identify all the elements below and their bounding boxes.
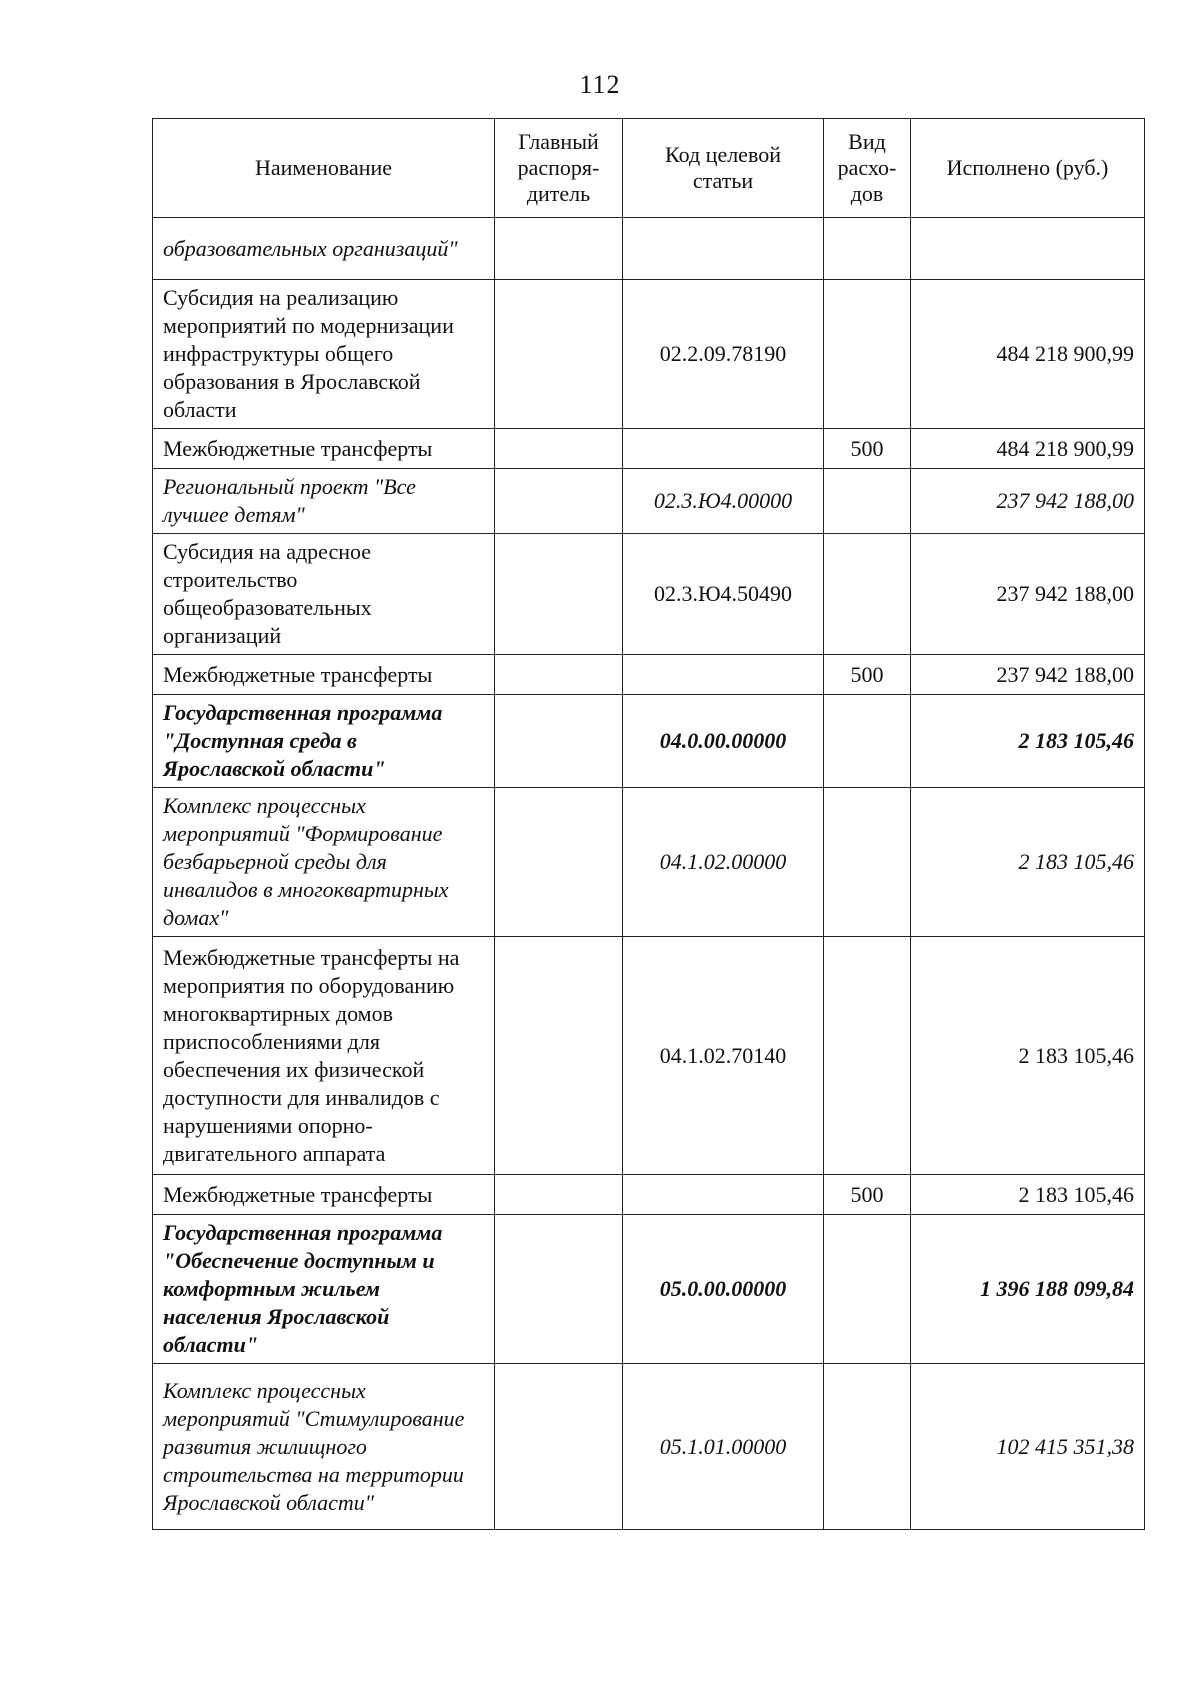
- table-row: [153, 469, 1145, 534]
- cell-target-code: [623, 1175, 824, 1215]
- cell-name: Субсидия на реализацию мероприятий по модернизации инфраструктуры общего образования в Ярославской области: [153, 280, 495, 429]
- cell-name: Комплекс процессных мероприятий "Формирование безбарьерной среды для инвалидов в многоквартирных домах": [153, 788, 495, 937]
- cell-target-code: 04.1.02.00000: [623, 788, 824, 937]
- cell-name: образовательных организаций": [153, 218, 495, 280]
- cell-expense-type: [824, 937, 911, 1175]
- cell-name: Государственная программа "Доступная среда в Ярославской области": [153, 695, 495, 788]
- cell-executed-amount: 2 183 105,46: [911, 1175, 1145, 1215]
- cell-executed-amount: 1 396 188 099,84: [911, 1215, 1145, 1364]
- cell-chief-manager: [495, 534, 623, 655]
- cell-expense-type: 500: [824, 1175, 911, 1215]
- cell-executed-amount: 237 942 188,00: [911, 534, 1145, 655]
- cell-name: Комплекс процессных мероприятий "Стимулирование развития жилищного строительства на территории Ярославской области": [153, 1364, 495, 1530]
- cell-chief-manager: [495, 695, 623, 788]
- cell-executed-amount: 237 942 188,00: [911, 469, 1145, 534]
- table-row: [153, 218, 1145, 280]
- cell-executed-amount: 102 415 351,38: [911, 1364, 1145, 1530]
- cell-executed-amount: [911, 218, 1145, 280]
- cell-chief-manager: [495, 1215, 623, 1364]
- cell-name: Межбюджетные трансферты: [153, 655, 495, 695]
- cell-chief-manager: [495, 429, 623, 469]
- header-executed-amount: Исполнено (руб.): [911, 119, 1145, 218]
- table-body: [153, 218, 1145, 1530]
- cell-executed-amount: 2 183 105,46: [911, 695, 1145, 788]
- cell-expense-type: [824, 280, 911, 429]
- cell-expense-type: [824, 218, 911, 280]
- cell-expense-type: 500: [824, 655, 911, 695]
- cell-name: Межбюджетные трансферты на мероприятия по оборудованию многоквартирных домов приспособлениями для обеспечения их физической доступности для инвалидов с нарушениями опорно-двигательного аппарата: [153, 937, 495, 1175]
- cell-target-code: 05.1.01.00000: [623, 1364, 824, 1530]
- cell-chief-manager: [495, 655, 623, 695]
- cell-target-code: [623, 218, 824, 280]
- cell-target-code: 05.0.00.00000: [623, 1215, 824, 1364]
- cell-target-code: 02.3.Ю4.00000: [623, 469, 824, 534]
- table-row: [153, 655, 1145, 695]
- cell-expense-type: [824, 788, 911, 937]
- cell-target-code: 04.1.02.70140: [623, 937, 824, 1175]
- cell-target-code: [623, 655, 824, 695]
- cell-chief-manager: [495, 1175, 623, 1215]
- table-row: [153, 429, 1145, 469]
- cell-expense-type: [824, 469, 911, 534]
- cell-target-code: 04.0.00.00000: [623, 695, 824, 788]
- cell-chief-manager: [495, 280, 623, 429]
- header-name: Наименование: [153, 119, 495, 218]
- cell-name: Межбюджетные трансферты: [153, 1175, 495, 1215]
- cell-chief-manager: [495, 218, 623, 280]
- table-row: [153, 1175, 1145, 1215]
- budget-table: [152, 118, 1145, 1530]
- cell-executed-amount: 484 218 900,99: [911, 280, 1145, 429]
- cell-chief-manager: [495, 788, 623, 937]
- header-target-code: Код целевой статьи: [623, 119, 824, 218]
- table-row: [153, 1215, 1145, 1364]
- cell-executed-amount: 2 183 105,46: [911, 788, 1145, 937]
- cell-expense-type: [824, 1215, 911, 1364]
- cell-chief-manager: [495, 937, 623, 1175]
- cell-target-code: 02.3.Ю4.50490: [623, 534, 824, 655]
- cell-executed-amount: 2 183 105,46: [911, 937, 1145, 1175]
- cell-expense-type: [824, 534, 911, 655]
- cell-executed-amount: 484 218 900,99: [911, 429, 1145, 469]
- table-row: [153, 534, 1145, 655]
- cell-expense-type: [824, 695, 911, 788]
- cell-name: Субсидия на адресное строительство общеобразовательных организаций: [153, 534, 495, 655]
- cell-name: Межбюджетные трансферты: [153, 429, 495, 469]
- cell-name: Государственная программа "Обеспечение доступным и комфортным жильем населения Ярославской области": [153, 1215, 495, 1364]
- table-row: [153, 788, 1145, 937]
- cell-expense-type: 500: [824, 429, 911, 469]
- table-header-row: [153, 119, 1145, 218]
- page-number: 112: [579, 70, 621, 99]
- cell-name: Региональный проект "Все лучшее детям": [153, 469, 495, 534]
- table-row: [153, 280, 1145, 429]
- header-chief-manager: Главный распоря-дитель: [495, 119, 623, 218]
- cell-expense-type: [824, 1364, 911, 1530]
- cell-chief-manager: [495, 1364, 623, 1530]
- table-row: [153, 695, 1145, 788]
- cell-target-code: [623, 429, 824, 469]
- cell-executed-amount: 237 942 188,00: [911, 655, 1145, 695]
- table-row: [153, 1364, 1145, 1530]
- cell-target-code: 02.2.09.78190: [623, 280, 824, 429]
- table-row: [153, 937, 1145, 1175]
- cell-chief-manager: [495, 469, 623, 534]
- header-expense-type: Вид расхо-дов: [824, 119, 911, 218]
